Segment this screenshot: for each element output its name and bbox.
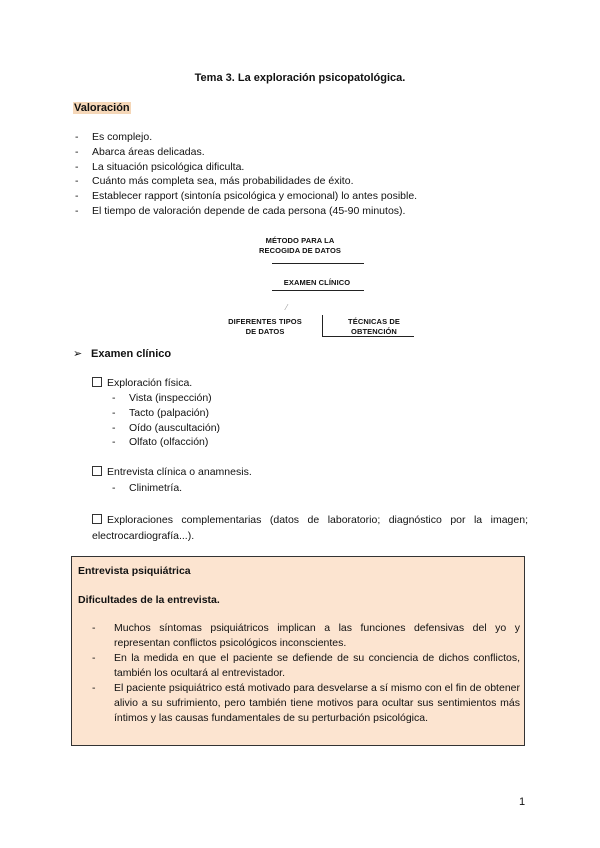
list-item: - En la medida en que el paciente se defiende de su conciencia de dichos conflictos, también los ocultará al entrevistador. [92,652,520,679]
diagram-right-label: TÉCNICAS DE OBTENCIÓN [348,317,400,336]
box-subtitle: Dificultades de la entrevista. [78,594,220,606]
exploraciones-complementarias-item: Exploraciones complementarias (datos de laboratorio; diagnóstico por la imagen; electrocardiografía...). [92,514,528,542]
list-item: - Establecer rapport (sintonía psicológica y emocional) lo antes posible. [75,190,418,203]
list-item: - Muchos síntomas psiquiátricos implican a las funciones defensivas del yo y representan conflictos psicológicos inconscientes. [92,622,520,649]
valoracion-heading: Valoración [74,102,130,114]
list-item: - El tiempo de valoración depende de cada persona (45-90 minutos). [75,204,406,217]
valoracion-list [75,130,535,219]
diagram-middle-label: EXAMEN CLÍNICO [283,278,351,287]
diagram-divider-top [272,263,364,264]
arrow-bullet-icon: ➢ [73,348,83,360]
list-item: - La situación psicológica dificulta. [75,160,245,173]
diagram-vertical-divider [322,315,323,336]
diagram-divider-bottom [322,336,414,337]
box-title: Entrevista psiquiátrica [78,565,191,577]
entrevista-psiquiatrica-box [71,556,525,746]
diagram-divider-middle [272,290,364,291]
examen-heading: ➢ Examen clínico [73,348,172,360]
list-item: - Olfato (olfacción) [112,436,209,449]
list-item: - Vista (inspección) [112,392,212,404]
list-item: - El paciente psiquiátrico está motivado para desvelarse a sí mismo con el fin de obtener alivio a su sufrimiento, pero también tiene motivos para ocultar sus sentimientos más íntimos y las causas fundamentales de su perturbación psicológica. [92,682,520,724]
diagram-top-label: MÉTODO PARA LA RECOGIDA DE DATOS [259,236,341,255]
checkbox-icon [92,377,102,387]
page-number: 1 [519,796,526,808]
diagram-left-label: DIFERENTES TIPOS DE DATOS [228,317,302,336]
entrevista-list [112,481,412,496]
list-item: - Tacto (palpación) [112,406,209,419]
checkbox-icon [92,466,102,476]
list-item: - Es complejo. [75,131,153,143]
box-list [92,621,520,726]
entrevista-item: Entrevista clínica o anamnesis. [92,466,252,478]
exploracion-fisica-list [112,391,412,450]
list-item: - Oído (auscultación) [112,421,221,434]
diagram-connector-icon: ⁄ [286,303,288,312]
list-item: - Cuánto más completa sea, más probabilidades de éxito. [75,175,354,188]
exploracion-fisica-item: Exploración física. [92,377,192,389]
list-item: - Clinimetría. [112,482,183,494]
page-title: Tema 3. La exploración psicopatológica. [194,72,406,84]
list-item: - Abarca áreas delicadas. [75,145,205,158]
checkbox-icon [92,514,102,524]
